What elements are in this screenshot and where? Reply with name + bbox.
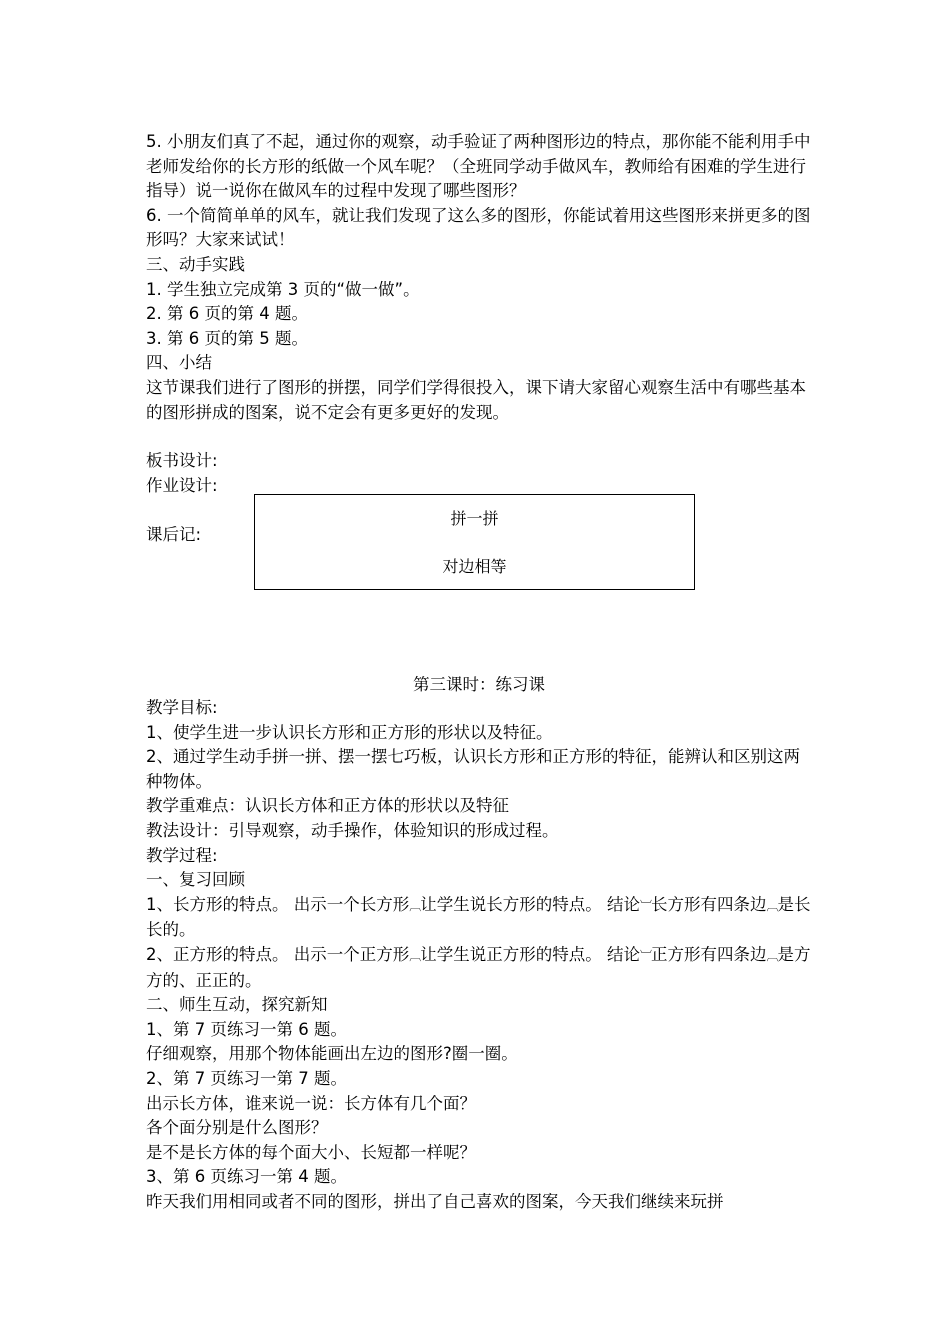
key-points: 教学重难点：认识长方体和正方体的形状以及特征 xyxy=(146,796,509,816)
review-1-part-a: 1、长方形的特点。 出示一个长方形 xyxy=(146,894,410,914)
review-heading: 一、复习回顾 xyxy=(146,870,245,890)
exercise-2-question-3: 是不是长方体的每个面大小、长短都一样呢？ xyxy=(146,1142,476,1162)
board-design-box xyxy=(254,494,695,590)
exercise-2-title: 2、第 7 页练习一第 7 题。 xyxy=(146,1068,347,1088)
bracket-open-mark: ︹ xyxy=(766,948,778,963)
objective-2: 2、通过学生动手拼一拼、摆一摆七巧板，认识长方形和正方形的特征，能辨认和区别这两种物体。 xyxy=(146,747,800,791)
lesson-continuation xyxy=(146,130,812,425)
bracket-close-mark: ︺ xyxy=(640,898,652,913)
bracket-open-mark: ︹ xyxy=(766,898,778,913)
homework-design-label: 作业设计: xyxy=(146,475,218,495)
board-line-2: 对边相等 xyxy=(442,557,507,576)
board-design-label: 板书设计: xyxy=(146,451,218,470)
review-1-part-b: 让学生说长方形的特点。 结论 xyxy=(420,894,641,914)
practice-item-2: 2. 第 6 页的第 4 题。 xyxy=(146,304,308,324)
review-2-part-d: 是方方的、正正的。 xyxy=(146,944,811,990)
step-5-text: 5. 小朋友们真了不起，通过你的观察，动手验证了两种图形边的特点，那你能不能利用手中老师发给你的长方形的纸做一个风车呢？（全班同学动手做风车，教师给有困难的学生进行指导）说一说你在做风车的过程中发现了哪些图形？ xyxy=(146,132,811,201)
review-rectangle xyxy=(146,893,812,943)
review-2-part-a: 2、正方形的特点。 出示一个正方形 xyxy=(146,944,410,964)
teaching-method: 教法设计：引导观察，动手操作，体验知识的形成过程。 xyxy=(146,820,559,840)
explore-heading: 二、师生互动，探究新知 xyxy=(146,995,328,1015)
board-line-1: 拼一拼 xyxy=(450,509,499,528)
process-label: 教学过程: xyxy=(146,845,218,865)
review-1-part-d: 是长长的。 xyxy=(146,894,811,940)
review-2-part-b: 让学生说正方形的特点。 结论 xyxy=(420,944,641,964)
bracket-open-mark: ︹ xyxy=(409,948,421,963)
after-class-notes-label: 课后记: xyxy=(146,525,202,545)
practice-heading: 三、动手实践 xyxy=(146,254,245,274)
review-1-part-c: 长方形有四条边 xyxy=(651,894,767,914)
review-square xyxy=(146,943,812,993)
exercise-2-question-1: 出示长方体，谁来说一说：长方体有几个面？ xyxy=(146,1093,476,1113)
lesson-3-body xyxy=(146,696,812,1214)
exercise-1-text: 仔细观察，用那个物体能画出左边的图形?圈一圈。 xyxy=(146,1044,518,1064)
practice-item-1: 1. 学生独立完成第 3 页的“做一做”。 xyxy=(146,279,420,299)
summary-heading: 四、小结 xyxy=(146,353,212,373)
exercise-1-title: 1、第 7 页练习一第 6 题。 xyxy=(146,1019,347,1039)
lesson-3-title: 第三课时：练习课 xyxy=(413,675,545,694)
practice-item-3: 3. 第 6 页的第 5 题。 xyxy=(146,328,308,348)
objective-1: 1、使学生进一步认识长方形和正方形的形状以及特征。 xyxy=(146,722,553,742)
review-2-part-c: 正方形有四条边 xyxy=(651,944,767,964)
step-6-text: 6. 一个简简单单的风车，就让我们发现了这么多的图形，你能试着用这些图形来拼更多的图形吗？大家来试试！ xyxy=(146,205,811,250)
summary-text: 这节课我们进行了图形的拼摆，同学们学得很投入，课下请大家留心观察生活中有哪些基本的图形拼成的图案，说不定会有更多更好的发现。 xyxy=(146,377,806,422)
bracket-close-mark: ︺ xyxy=(640,948,652,963)
exercise-3-text: 昨天我们用相同或者不同的图形，拼出了自己喜欢的图案，今天我们继续来玩拼 xyxy=(146,1191,724,1211)
bracket-open-mark: ︹ xyxy=(409,898,421,913)
exercise-3-title: 3、第 6 页练习一第 4 题。 xyxy=(146,1167,347,1187)
objectives-label: 教学目标: xyxy=(146,698,218,717)
exercise-2-question-2: 各个面分别是什么图形？ xyxy=(146,1118,328,1138)
